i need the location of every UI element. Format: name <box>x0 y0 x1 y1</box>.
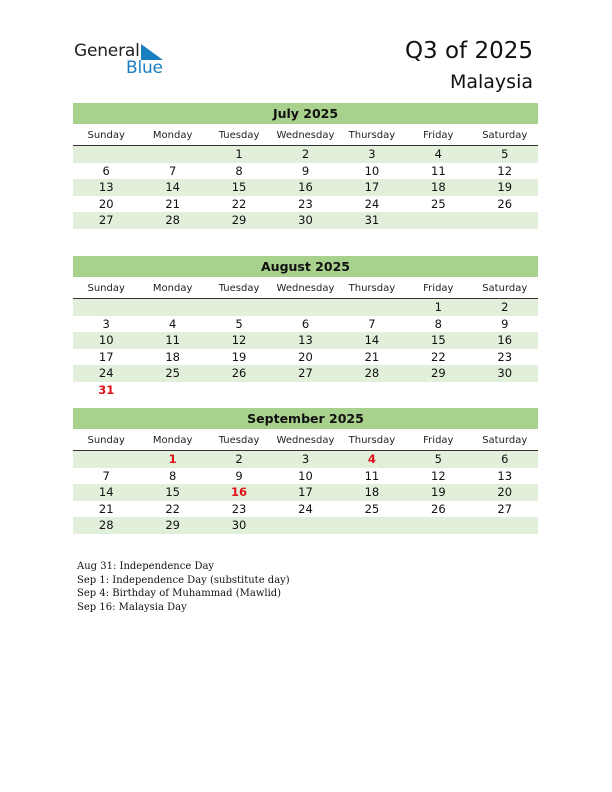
weekday-header-row <box>73 433 538 451</box>
weekday-label: Tuesday <box>218 435 260 446</box>
page-title: Q3 of 2025 <box>404 38 533 64</box>
date-cell: 12 <box>497 163 513 178</box>
month-title: September 2025 <box>73 408 538 429</box>
date-cell: 15 <box>231 180 247 194</box>
weekday-label: Wednesday <box>276 130 335 141</box>
date-cell: 29 <box>165 518 180 532</box>
date-cell <box>73 451 139 468</box>
date-cell: 17 <box>98 349 114 364</box>
date-cell: 14 <box>98 485 114 499</box>
date-cell: 9 <box>235 468 243 483</box>
weekday-label: Thursday <box>348 283 396 294</box>
date-cell: 4 <box>168 316 177 331</box>
date-cell: 20 <box>98 196 114 211</box>
date-cell: 30 <box>298 213 313 227</box>
date-cell: 10 <box>298 468 313 483</box>
date-cell: 24 <box>364 196 380 211</box>
date-cell: 14 <box>364 333 380 347</box>
date-cell: 23 <box>298 196 313 211</box>
weekday-label: Sunday <box>87 435 125 446</box>
date-cell: 13 <box>298 333 313 347</box>
week-row <box>73 517 538 534</box>
weekday-label: Wednesday <box>276 283 335 294</box>
weekday-header-row <box>73 281 538 299</box>
date-cell: 26 <box>431 501 446 516</box>
date-cell: 30 <box>231 518 247 532</box>
month-calendar <box>73 408 538 534</box>
date-cell: 7 <box>168 163 177 178</box>
month-title: August 2025 <box>73 256 538 277</box>
weekday-label: Friday <box>423 283 454 294</box>
weekday-label: Monday <box>152 130 193 141</box>
date-cell: 22 <box>431 349 446 364</box>
month-title: July 2025 <box>73 103 538 124</box>
date-cell <box>405 212 471 229</box>
date-cell <box>73 146 139 163</box>
date-cell: 11 <box>431 163 446 178</box>
week-row <box>73 316 538 333</box>
date-cell: 18 <box>431 180 446 194</box>
country-name: Malaysia <box>449 71 533 93</box>
date-cell: 20 <box>298 349 313 364</box>
weekday-label: Wednesday <box>276 435 335 446</box>
weekday-label: Tuesday <box>218 283 260 294</box>
holiday-list <box>77 560 290 614</box>
date-cell <box>206 382 272 399</box>
date-cell: 29 <box>431 366 446 380</box>
weekday-label: Friday <box>423 130 454 141</box>
date-cell: 24 <box>98 366 114 380</box>
month-calendar <box>73 256 538 398</box>
week-row <box>73 382 538 399</box>
date-cell: 20 <box>497 485 513 499</box>
date-cell: 8 <box>168 468 177 483</box>
date-cell: 4 <box>434 147 442 161</box>
date-cell: 25 <box>431 196 446 211</box>
date-cell: 11 <box>364 468 380 483</box>
month-calendar <box>73 103 538 229</box>
date-cell: 7 <box>102 468 110 483</box>
date-cell: 2 <box>501 300 509 314</box>
date-cell: 21 <box>98 501 114 516</box>
date-cell: 9 <box>301 163 310 178</box>
date-cell: 28 <box>165 213 180 227</box>
date-cell: 6 <box>501 452 509 466</box>
holiday-entry: Sep 1: Independence Day (substitute day) <box>77 574 290 586</box>
date-cell: 11 <box>165 333 180 347</box>
date-cell: 8 <box>235 163 243 178</box>
date-cell: 15 <box>165 485 180 499</box>
weekday-label: Sunday <box>87 283 125 294</box>
week-row <box>73 484 538 501</box>
week-row <box>73 451 538 468</box>
date-cell <box>405 517 471 534</box>
date-cell: 16 <box>298 180 313 194</box>
date-cell: 31 <box>364 213 380 227</box>
date-cell: 10 <box>364 163 380 178</box>
date-cell <box>272 382 338 399</box>
date-cell: 10 <box>98 333 114 347</box>
date-cell: 13 <box>98 180 114 194</box>
weekday-label: Friday <box>423 435 454 446</box>
holiday-date-cell: 16 <box>231 485 248 499</box>
date-cell: 1 <box>434 300 442 314</box>
date-cell: 28 <box>98 518 114 532</box>
logo-text-blue: Blue <box>126 58 163 78</box>
week-row <box>73 146 538 163</box>
date-cell <box>206 299 272 316</box>
logo <box>74 41 174 81</box>
week-row <box>73 468 538 485</box>
week-row <box>73 365 538 382</box>
date-cell: 29 <box>231 213 247 227</box>
date-cell: 18 <box>364 485 380 499</box>
date-cell <box>339 299 405 316</box>
date-cell: 3 <box>368 147 376 161</box>
weekday-label: Monday <box>152 435 193 446</box>
week-row <box>73 349 538 366</box>
week-row <box>73 196 538 213</box>
date-cell: 3 <box>102 316 110 331</box>
date-cell <box>339 517 405 534</box>
date-cell: 14 <box>165 180 180 194</box>
holiday-date-cell: 1 <box>168 452 177 466</box>
date-cell: 30 <box>497 366 513 380</box>
date-cell: 1 <box>235 147 243 161</box>
week-row <box>73 212 538 229</box>
date-cell: 21 <box>165 196 180 211</box>
date-cell <box>472 212 538 229</box>
date-cell: 27 <box>298 366 313 380</box>
weekday-label: Tuesday <box>218 130 260 141</box>
date-cell <box>73 299 139 316</box>
date-cell: 21 <box>364 349 380 364</box>
date-cell: 23 <box>231 501 247 516</box>
weekday-label: Thursday <box>348 435 396 446</box>
holiday-entry: Sep 16: Malaysia Day <box>77 601 187 613</box>
date-cell <box>272 299 338 316</box>
weekday-label: Monday <box>152 283 193 294</box>
holiday-date-cell: 31 <box>98 382 115 397</box>
weekday-label: Saturday <box>482 283 528 294</box>
date-cell <box>339 382 405 399</box>
date-cell: 3 <box>301 452 310 466</box>
date-cell: 16 <box>497 333 513 347</box>
date-cell: 22 <box>165 501 180 516</box>
date-cell <box>405 382 471 399</box>
date-cell: 28 <box>364 366 380 380</box>
weekday-header-row <box>73 128 538 146</box>
date-cell: 6 <box>102 163 110 178</box>
date-cell: 15 <box>431 333 446 347</box>
date-cell: 25 <box>165 366 180 380</box>
date-cell: 26 <box>497 196 513 211</box>
date-cell: 2 <box>301 147 310 161</box>
week-row <box>73 163 538 180</box>
date-cell: 19 <box>231 349 247 364</box>
date-cell: 18 <box>165 349 180 364</box>
holiday-entry: Aug 31: Independence Day <box>77 561 215 572</box>
date-cell: 27 <box>497 501 513 516</box>
weekday-label: Thursday <box>348 130 396 141</box>
date-cell: 5 <box>434 452 442 466</box>
weekday-label: Sunday <box>87 130 125 141</box>
date-cell: 19 <box>497 180 513 194</box>
date-cell: 13 <box>497 468 513 483</box>
date-cell: 19 <box>431 485 446 499</box>
logo-text-general: General <box>74 41 140 61</box>
date-cell: 25 <box>364 501 380 516</box>
date-cell: 26 <box>231 366 247 380</box>
week-row <box>73 501 538 518</box>
date-cell <box>272 517 338 534</box>
date-cell: 8 <box>434 316 442 331</box>
weekday-label: Saturday <box>482 130 528 141</box>
date-cell: 17 <box>364 180 380 194</box>
date-cell: 17 <box>298 485 313 499</box>
date-cell: 9 <box>501 316 509 331</box>
date-cell <box>472 517 538 534</box>
date-cell: 12 <box>431 468 446 483</box>
holiday-entry: Sep 4: Birthday of Muhammad (Mawlid) <box>77 588 282 599</box>
date-cell: 5 <box>235 316 243 331</box>
date-cell: 12 <box>231 333 247 347</box>
weekday-label: Saturday <box>482 435 528 446</box>
date-cell <box>139 146 205 163</box>
holiday-date-cell: 4 <box>367 452 376 466</box>
date-cell: 23 <box>497 349 513 364</box>
date-cell: 7 <box>368 316 376 331</box>
date-cell <box>139 299 205 316</box>
date-cell: 24 <box>298 501 313 516</box>
date-cell: 2 <box>235 452 243 466</box>
week-row <box>73 299 538 316</box>
date-cell: 22 <box>231 196 247 211</box>
date-cell: 5 <box>501 147 509 161</box>
week-row <box>73 332 538 349</box>
week-row <box>73 179 538 196</box>
date-cell: 6 <box>301 316 310 331</box>
date-cell <box>472 382 538 399</box>
date-cell: 27 <box>98 213 114 227</box>
date-cell <box>139 382 205 399</box>
